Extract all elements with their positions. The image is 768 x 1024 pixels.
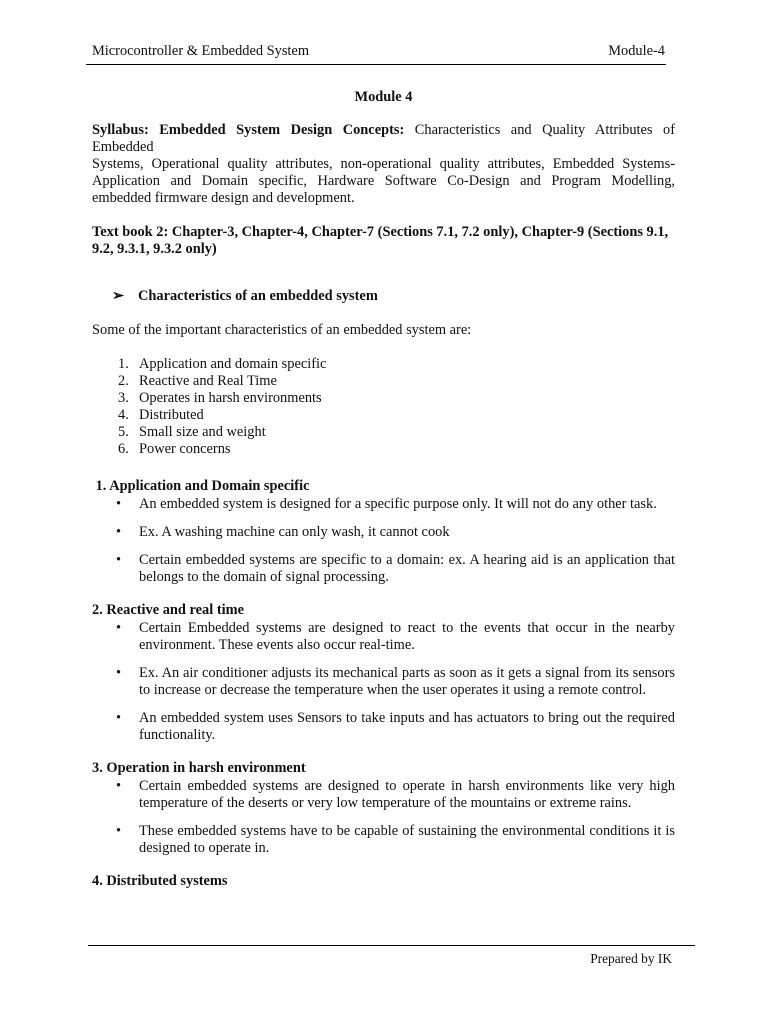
list-item-number-text: 4. (118, 407, 129, 423)
syllabus-text: Characteristics and Quality Attributes of Embedded (92, 122, 676, 155)
characteristics-list-item (92, 441, 675, 458)
bullet-text: Ex. An air conditioner adjusts its mechanical parts as soon as it gets a signal from its sensors to increase or decrease the temperature when the user operates it using a remote control. (139, 665, 675, 698)
bullet-item (92, 823, 675, 857)
bullet-text: Certain embedded systems are specific to a domain: ex. A hearing aid is an application that belongs to the domain of signal processing. (139, 552, 675, 585)
footer-rule (88, 945, 695, 946)
list-item-number (92, 390, 139, 407)
list-item-number-text: 2. (118, 373, 129, 389)
characteristics-list-item (92, 390, 675, 407)
list-item-text: Small size and weight (139, 424, 266, 440)
list-item-text: Operates in harsh environments (139, 390, 322, 406)
page-title: Module 4 (354, 89, 413, 105)
list-item-number (92, 373, 139, 390)
section-bullet-list (92, 620, 675, 744)
arrow-bullet-icon: ➢ (112, 288, 125, 304)
characteristics-heading-text: Characteristics of an embedded system (138, 288, 378, 304)
list-item-number (92, 356, 139, 373)
header-course-title: Microcontroller & Embedded System (92, 43, 310, 59)
bullet-item (92, 778, 675, 812)
bullet-text: An embedded system is designed for a specific purpose only. It will not do any other task. (139, 496, 657, 512)
bullet-dot-icon: • (116, 665, 122, 681)
bullet-dot-icon: • (116, 778, 122, 794)
bullet-item (92, 665, 675, 699)
list-item-number (92, 441, 139, 458)
page-content (92, 89, 675, 891)
characteristics-list (92, 356, 675, 458)
page-footer: Prepared by IK (590, 951, 672, 966)
bullet-dot-icon: • (116, 710, 122, 726)
bullet-item (92, 620, 675, 654)
list-item-text: Reactive and Real Time (139, 373, 277, 389)
characteristics-list-item (92, 407, 675, 424)
bullet-item (92, 710, 675, 744)
section-heading: 2. Reactive and real time (92, 602, 244, 618)
list-item-text: Distributed (139, 407, 204, 423)
bullet-dot-icon: • (116, 524, 122, 540)
syllabus-text-continued: Systems, Operational quality attributes, non-operational quality attributes, Embedded Systems-Application and Domain specific, Hardware Software Co-Design and Program Modelling, embedded firmware design and development. (92, 156, 675, 206)
bullet-dot-icon: • (116, 823, 122, 839)
list-item-number-text: 3. (118, 390, 129, 406)
section-bullet-list (92, 496, 675, 586)
list-item-number-text: 5. (118, 424, 129, 440)
list-item-number-text: 1. (118, 356, 129, 372)
bullet-text: Ex. A washing machine can only wash, it cannot cook (139, 524, 450, 540)
characteristics-list-item (92, 373, 675, 390)
bullet-dot-icon: • (116, 620, 122, 636)
header-module-label: Module-4 (608, 43, 665, 59)
bullet-item (92, 496, 675, 513)
bullet-text: These embedded systems have to be capable of sustaining the environmental conditions it is designed to operate in. (139, 823, 675, 856)
characteristics-intro: Some of the important characteristics of an embedded system are: (92, 322, 472, 338)
bullet-text: An embedded system uses Sensors to take inputs and has actuators to bring out the required functionality. (139, 710, 675, 743)
section-heading: 3. Operation in harsh environment (92, 760, 306, 776)
bullet-text: Certain embedded systems are designed to operate in harsh environments like very high temperature of the deserts or very low temperature of the mountains or extreme rains. (139, 778, 675, 811)
bullet-dot-icon: • (116, 496, 122, 512)
section-heading: 4. Distributed systems (92, 873, 228, 889)
syllabus-paragraph (92, 122, 675, 207)
list-item-number (92, 424, 139, 441)
section-heading: 1. Application and Domain specific (92, 478, 310, 494)
section-bullet-list (92, 778, 675, 857)
bullet-dot-icon: • (116, 552, 122, 568)
sections-container (92, 478, 675, 890)
list-item-text: Application and domain specific (139, 356, 327, 372)
list-item-number-text: 6. (118, 441, 129, 457)
bullet-item (92, 552, 675, 586)
bullet-text: Certain Embedded systems are designed to react to the events that occur in the nearby environment. These events also occur real-time. (139, 620, 675, 653)
bullet-item (92, 524, 675, 541)
characteristics-list-item (92, 424, 675, 441)
characteristics-list-item (92, 356, 675, 373)
list-item-number (92, 407, 139, 424)
characteristics-heading (112, 288, 675, 305)
list-item-text: Power concerns (139, 441, 231, 457)
textbook-reference: Text book 2: Chapter-3, Chapter-4, Chapter-7 (Sections 7.1, 7.2 only), Chapter-9 (Sections 9.1, 9.2, 9.3.1, 9.3.2 only) (92, 224, 669, 257)
header-rule (86, 64, 666, 65)
syllabus-label: Syllabus: Embedded System Design Concepts: (92, 122, 405, 138)
